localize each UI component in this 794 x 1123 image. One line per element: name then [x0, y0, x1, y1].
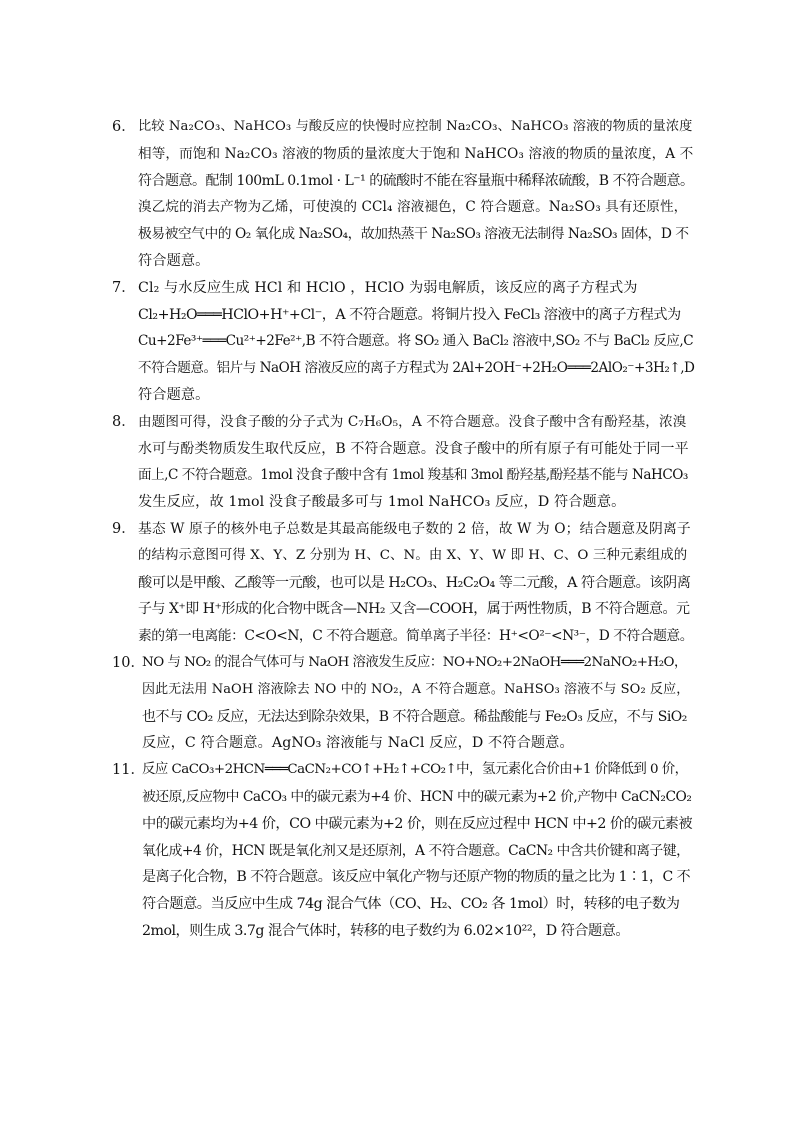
item-number: 10．: [112, 654, 145, 671]
text-line: 符合题意。配制 100mL 0.1mol · L⁻¹ 的硫酸时不能在容量瓶中稀释浓硫酸，B 不符合题意。: [138, 172, 694, 189]
text-line: 符合题意。当反应中生成 74g 混合气体（CO、H₂、CO₂ 各 1mol）时，转移的电子数为: [142, 896, 680, 913]
text-line: Cu+2Fe³⁺═══Cu²⁺+2Fe²⁺,B 不符合题意。将 SO₂ 通入 BaCl₂ 溶液中,SO₂ 不与 BaCl₂ 反应,C: [138, 333, 694, 350]
text-line: 是离子化合物，B 不符合题意。该反应中氧化产物与还原产物的物质的量之比为 1∶1，C 不: [142, 869, 691, 886]
text-line: 氧化成+4 价，HCN 既是氧化剂又是还原剂，A 不符合题意。CaCN₂ 中含共价键和离子键，: [142, 842, 690, 859]
text-line: 发生反应，故 1mol 没食子酸最多可与 1mol NaHCO₃ 反应，D 符合题意。: [138, 494, 626, 511]
text-line: 子与 X⁺即 H⁺形成的化合物中既含—NH₂ 又含—COOH，属于两性物质，B 不符合题意。元: [138, 601, 690, 618]
text-line: 极易被空气中的 O₂ 氧化成 Na₂SO₄，故加热蒸干 Na₂SO₃ 溶液无法制得 Na₂SO₃ 固体，D 不: [138, 226, 689, 243]
answer-item-8: [112, 409, 694, 516]
answer-item-10: [112, 650, 694, 757]
answer-item-9: [112, 516, 694, 650]
item-number: 6．: [112, 119, 136, 135]
text-line: 被还原,反应物中 CaCO₃ 中的碳元素为+4 价、HCN 中的碳元素为+2 价,产物中 CaCN₂CO₂: [142, 788, 692, 805]
text-line: 酸可以是甲酸、乙酸等一元酸，也可以是 H₂CO₃、H₂C₂O₄ 等二元酸，A 符合题意。该阴离: [138, 574, 691, 591]
text-line: 由题图可得，没食子酸的分子式为 C₇H₆O₅，A 不符合题意。没食子酸中含有酚羟基，浓溴: [138, 413, 687, 430]
answer-item-6: [112, 114, 694, 275]
text-line: 不符合题意。铝片与 NaOH 溶液反应的离子方程式为 2Al+2OH⁻+2H₂O═══2AlO₂⁻+3H₂↑,D: [138, 360, 695, 377]
text-line: 面上,C 不符合题意。1mol 没食子酸中含有 1mol 羧基和 3mol 酚羟基,酚羟基不能与 NaHCO₃: [138, 467, 688, 484]
item-number: 11．: [112, 762, 145, 779]
text-line: 的结构示意图可得 X、Y、Z 分别为 H、C、N。由 X、Y、W 即 H、C、O 三种元素组成的: [138, 547, 688, 563]
answer-item-11: [112, 757, 694, 945]
text-line: 符合题意。: [138, 252, 210, 269]
item-number: 9．: [112, 520, 136, 537]
text-line: 符合题意。: [138, 386, 210, 403]
text-line: 也不与 CO₂ 反应，无法达到除杂效果，B 不符合题意。稀盐酸能与 Fe₂O₃ 反应，不与 SiO₂: [142, 708, 687, 725]
answer-item-7: [112, 275, 694, 409]
text-line: 因此无法用 NaOH 溶液除去 NO 中的 NO₂，A 不符合题意。NaHSO₃ 溶液不与 SO₂ 反应，: [142, 681, 690, 697]
text-line: 中的碳元素均为+4 价，CO 中碳元素为+2 价，则在反应过程中 HCN 中+2 价的碳元素被: [142, 815, 693, 832]
text-line: 2mol，则生成 3.7g 混合气体时，转移的电子数约为 6.02×10²²，D 符合题意。: [142, 922, 630, 939]
item-number: 7．: [112, 279, 136, 296]
text-line: 基态 W 原子的核外电子总数是其最高能级电子数的 2 倍，故 W 为 O；结合题意及阴离子: [138, 520, 691, 537]
item-number: 8．: [112, 413, 136, 430]
text-line: Cl₂ 与水反应生成 HCl 和 HClO ，HClO 为弱电解质，该反应的离子方程式为: [138, 279, 638, 296]
text-line: 比较 Na₂CO₃、NaHCO₃ 与酸反应的快慢时应控制 Na₂CO₃、NaHCO₃ 溶液的物质的量浓度: [138, 119, 693, 134]
text-line: 反应，C 符合题意。AgNO₃ 溶液能与 NaCl 反应，D 不符合题意。: [142, 735, 574, 752]
text-line: Cl₂+H₂O═══HClO+H⁺+Cl⁻，A 不符合题意。将铜片投入 FeCl₃ 溶液中的离子方程式为: [138, 306, 681, 323]
text-line: 溴乙烷的消去产物为乙烯，可使溴的 CCl₄ 溶液褪色，C 符合题意。Na₂SO₃ 具有还原性，: [138, 199, 688, 216]
text-line: 相等，而饱和 Na₂CO₃ 溶液的物质的量浓度大于饱和 NaHCO₃ 溶液的物质的量浓度，A 不: [138, 145, 694, 162]
text-line: 反应 CaCO₃+2HCN═══CaCN₂+CO↑+H₂↑+CO₂↑中，氢元素化合价由+1 价降低到 0 价，: [142, 762, 688, 778]
text-line: NO 与 NO₂ 的混合气体可与 NaOH 溶液发生反应：NO+NO₂+2NaOH═══2NaNO₂+H₂O，: [142, 654, 687, 670]
text-line: 素的第一电离能：C<O<N，C 不符合题意。简单离子半径：H⁺<O²⁻<N³⁻，D 不符合题意。: [138, 628, 694, 645]
text-line: 水可与酚类物质发生取代反应，B 不符合题意。没食子酸中的所有原子有可能处于同一平: [138, 440, 689, 457]
